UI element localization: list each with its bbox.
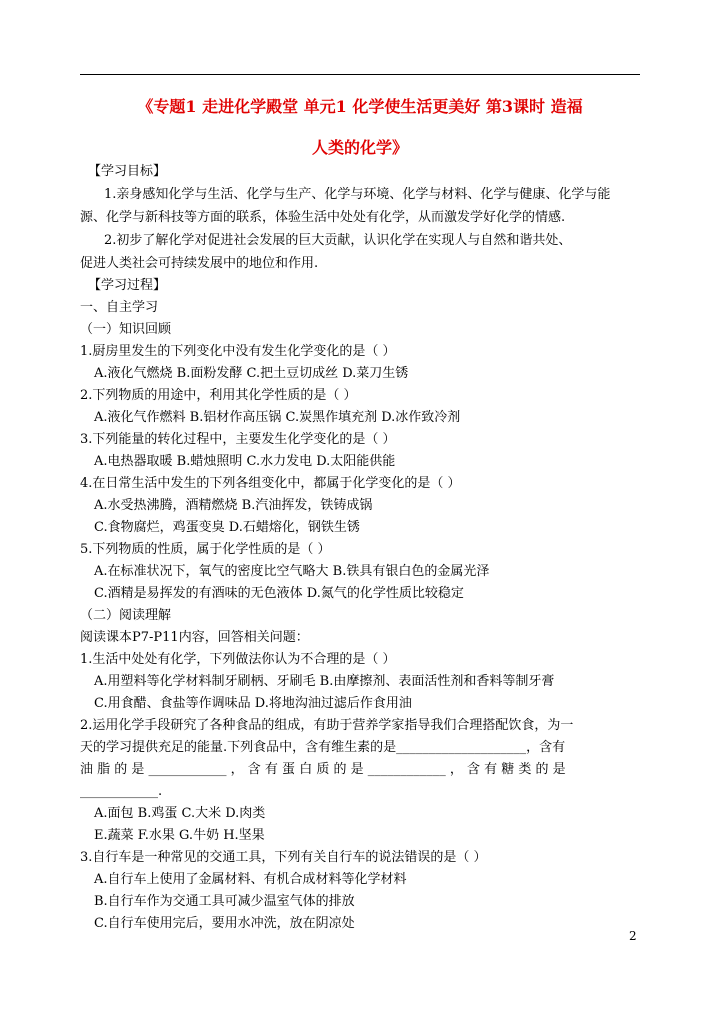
reading-question-1: 1.生活中处处有化学，下列做法你认为不合理的是（ ） (80, 652, 396, 667)
reading-question-2-line-4: ____________. (80, 784, 163, 799)
question-5-options-ab: A.在标准状况下，氧气的密度比空气略大 B.铁具有银白色的金属光泽 (94, 564, 490, 579)
question-5-options-cd: C.酒精是易挥发的有酒味的无色液体 D.氮气的化学性质比较稳定 (94, 586, 464, 601)
section-heading-objectives: 【学习目标】 (88, 164, 167, 179)
question-4-options-cd: C.食物腐烂，鸡蛋变臭 D.石蜡熔化，钢铁生锈 (94, 520, 360, 535)
subpart-knowledge-review: （一）知识回顾 (80, 322, 172, 337)
objective-1-line-2: 源、化学与新科技等方面的联系，体验生活中处处有化学，从而激发学好化学的情感. (80, 210, 566, 225)
subpart-reading: （二）阅读理解 (80, 608, 172, 623)
reading-question-2-options-a-d: A.面包 B.鸡蛋 C.大米 D.肉类 (94, 806, 266, 821)
objective-1-line-1: 1.亲身感知化学与生活、化学与生产、化学与环境、化学与材料、化学与健康、化学与能 (104, 187, 611, 202)
reading-question-1-options-cd: C.用食醋、食盐等作调味品 D.将地沟油过滤后作食用油 (94, 696, 412, 711)
page-number: 2 (629, 929, 637, 943)
reading-question-3-option-a: A.自行车上使用了金属材料、有机合成材料等化学材料 (94, 872, 407, 887)
reading-question-1-options-ab: A.用塑料等化学材料制牙刷柄、牙刷毛 B.由摩擦剂、表面活性剂和香料等制牙膏 (94, 674, 555, 689)
reading-question-3-option-b: B.自行车作为交通工具可减少温室气体的排放 (94, 894, 355, 909)
question-1: 1.厨房里发生的下列变化中没有发生化学变化的是（ ） (80, 344, 396, 359)
question-3-options: A.电热器取暖 B.蜡烛照明 C.水力发电 D.太阳能供能 (94, 454, 396, 469)
question-1-options: A.液化气燃烧 B.面粉发酵 C.把土豆切成丝 D.菜刀生锈 (94, 366, 409, 381)
reading-instruction: 阅读课本P7-P11内容，回答相关问题： (80, 630, 309, 645)
question-5: 5.下列物质的性质，属于化学性质的是（ ） (80, 542, 331, 557)
reading-question-2-line-2: 天的学习提供充足的能量.下列食品中，含有维生素的是____________________，含有 (80, 740, 566, 755)
document-title-line-2: 人类的化学》 (311, 138, 408, 157)
question-4: 4.在日常生活中发生的下列各组变化中，都属于化学变化的是（ ） (80, 476, 461, 491)
question-2: 2.下列物质的用途中，利用其化学性质的是（ ） (80, 388, 357, 403)
section-heading-process: 【学习过程】 (88, 278, 167, 293)
reading-question-2-line-1: 2.运用化学手段研究了各种食品的组成，有助于营养学家指导我们合理搭配饮食，为一 (80, 718, 574, 733)
reading-question-2-line-3: 油 脂 的 是 ____________ ， 含 有 蛋 白 质 的 是 ____________ ， 含 有 糖 类 的 是 (80, 762, 566, 777)
reading-question-3: 3.自行车是一种常见的交通工具，下列有关自行车的说法错误的是（ ） (80, 850, 487, 865)
question-2-options: A.液化气作燃料 B.铝材作高压锅 C.炭黑作填充剂 D.冰作致冷剂 (94, 410, 461, 425)
header-rule (80, 74, 640, 75)
objective-2-line-2: 促进人类社会可持续发展中的地位和作用. (80, 256, 319, 271)
question-4-options-ab: A.水受热沸腾，酒精燃烧 B.汽油挥发，铁铸成锅 (94, 498, 373, 513)
objective-2-line-1: 2.初步了解化学对促进社会发展的巨大贡献，认识化学在实现人与自然和谐共处、 (104, 233, 572, 248)
document-title-line-1: 《专题1 走进化学殿堂 单元1 化学使生活更美好 第3课时 造福 (137, 97, 583, 116)
question-3: 3.下列能量的转化过程中，主要发生化学变化的是（ ） (80, 432, 396, 447)
part-1-heading: 一、自主学习 (80, 300, 159, 315)
reading-question-2-options-e-h: E.蔬菜 F.水果 G.牛奶 H.坚果 (94, 828, 265, 843)
reading-question-3-option-c: C.自行车使用完后，要用水冲洗，放在阴凉处 (94, 916, 355, 931)
